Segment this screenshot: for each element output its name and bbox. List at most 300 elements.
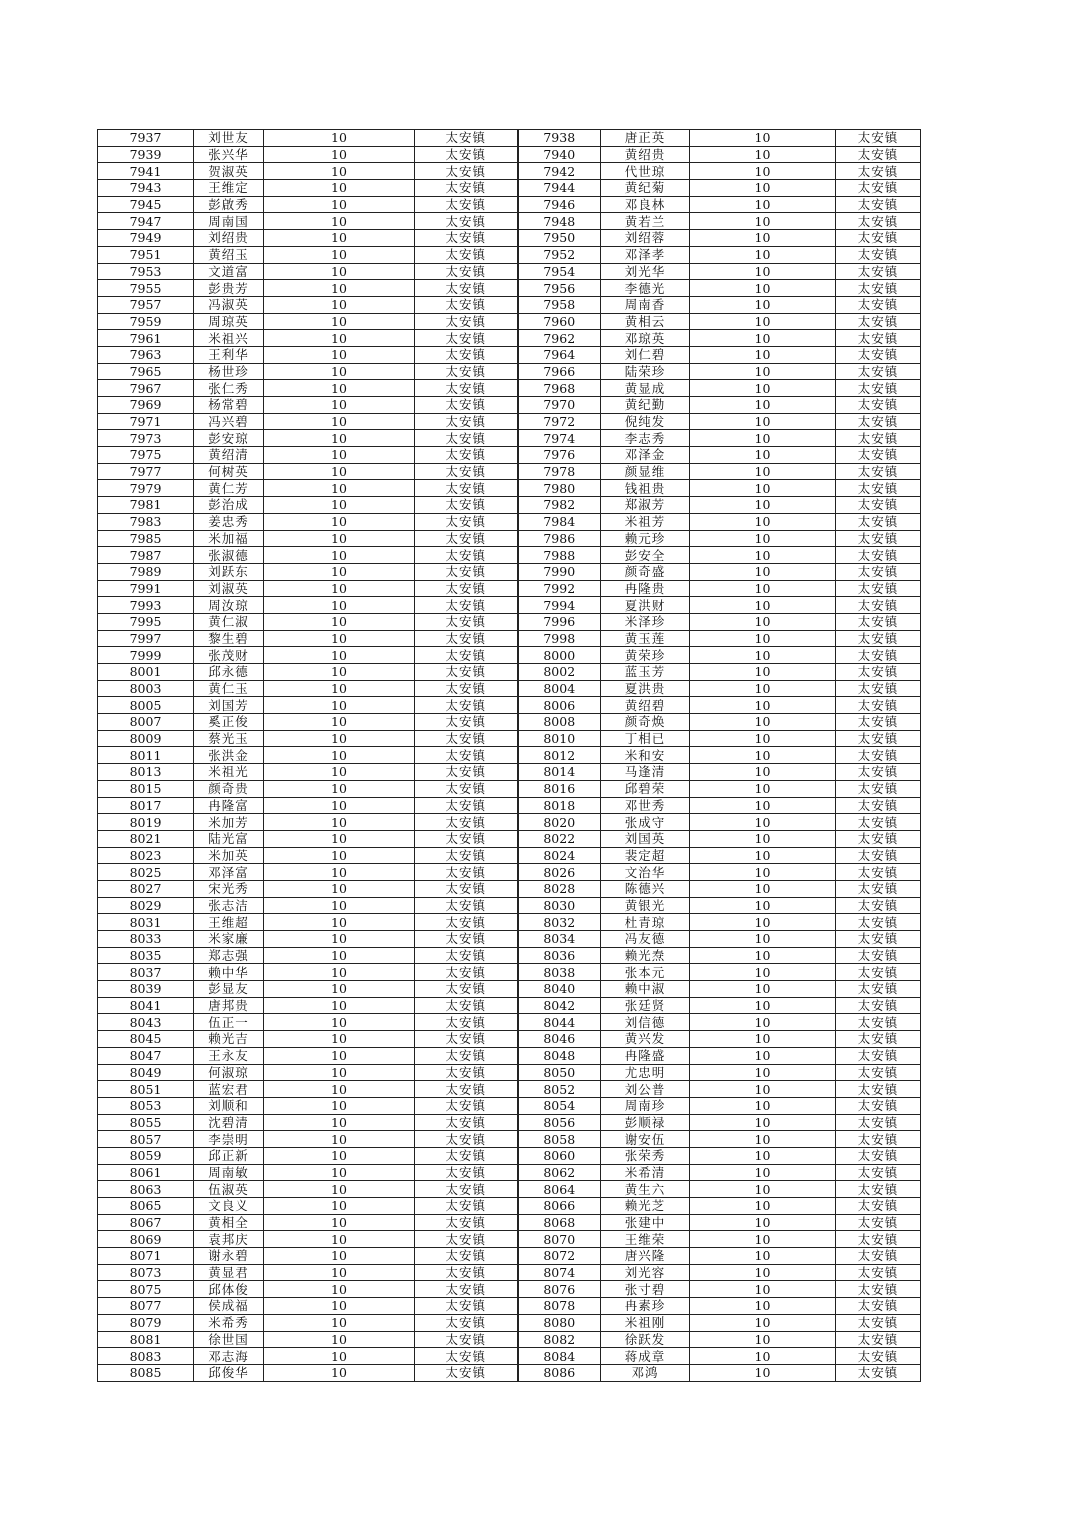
id-cell: 8032	[518, 914, 601, 931]
amount-cell: 10	[690, 380, 836, 397]
amount-cell: 10	[264, 480, 415, 497]
name-cell: 黄纪菊	[601, 180, 690, 197]
id-cell: 7969	[98, 397, 194, 414]
town-cell: 太安镇	[415, 146, 518, 163]
name-cell: 张本元	[601, 964, 690, 981]
amount-cell: 10	[264, 697, 415, 714]
town-cell: 太安镇	[415, 647, 518, 664]
name-cell: 杜青琼	[601, 914, 690, 931]
name-cell: 刘淑英	[194, 580, 264, 597]
name-cell: 张建中	[601, 1214, 690, 1231]
town-cell: 太安镇	[836, 530, 921, 547]
amount-cell: 10	[264, 580, 415, 597]
id-cell: 8038	[518, 964, 601, 981]
town-cell: 太安镇	[415, 914, 518, 931]
id-cell: 7987	[98, 547, 194, 564]
amount-cell: 10	[264, 1164, 415, 1181]
amount-cell: 10	[264, 163, 415, 180]
town-cell: 太安镇	[415, 1331, 518, 1348]
name-cell: 彭顺禄	[601, 1114, 690, 1131]
amount-cell: 10	[690, 1047, 836, 1064]
name-cell: 刘绍蓉	[601, 230, 690, 247]
name-cell: 刘仁碧	[601, 346, 690, 363]
name-cell: 米希清	[601, 1164, 690, 1181]
amount-cell: 10	[690, 130, 836, 147]
amount-cell: 10	[264, 1081, 415, 1098]
id-cell: 7997	[98, 630, 194, 647]
id-cell: 7999	[98, 647, 194, 664]
id-cell: 7948	[518, 213, 601, 230]
town-cell: 太安镇	[836, 964, 921, 981]
name-cell: 黄绍清	[194, 447, 264, 464]
town-cell: 太安镇	[415, 530, 518, 547]
name-cell: 邓志海	[194, 1348, 264, 1365]
amount-cell: 10	[264, 330, 415, 347]
amount-cell: 10	[264, 1181, 415, 1198]
id-cell: 7983	[98, 513, 194, 530]
table-row	[98, 830, 921, 847]
town-cell: 太安镇	[836, 630, 921, 647]
town-cell: 太安镇	[836, 1281, 921, 1298]
amount-cell: 10	[690, 230, 836, 247]
amount-cell: 10	[264, 1114, 415, 1131]
amount-cell: 10	[264, 447, 415, 464]
name-cell: 邓泽孝	[601, 246, 690, 263]
id-cell: 8062	[518, 1164, 601, 1181]
id-cell: 8009	[98, 730, 194, 747]
amount-cell: 10	[690, 1248, 836, 1265]
town-cell: 太安镇	[415, 163, 518, 180]
town-cell: 太安镇	[415, 363, 518, 380]
amount-cell: 10	[264, 263, 415, 280]
amount-cell: 10	[690, 213, 836, 230]
town-cell: 太安镇	[836, 1264, 921, 1281]
table-row	[98, 697, 921, 714]
id-cell: 7946	[518, 196, 601, 213]
name-cell: 袁邦庆	[194, 1231, 264, 1248]
name-cell: 刘信德	[601, 1014, 690, 1031]
id-cell: 7958	[518, 296, 601, 313]
name-cell: 周南国	[194, 213, 264, 230]
town-cell: 太安镇	[415, 296, 518, 313]
name-cell: 张寸碧	[601, 1281, 690, 1298]
table-row	[98, 880, 921, 897]
amount-cell: 10	[264, 1198, 415, 1215]
amount-cell: 10	[264, 380, 415, 397]
id-cell: 7951	[98, 246, 194, 263]
town-cell: 太安镇	[415, 563, 518, 580]
name-cell: 谢安伍	[601, 1131, 690, 1148]
name-cell: 张廷贤	[601, 997, 690, 1014]
amount-cell: 10	[264, 680, 415, 697]
table-row	[98, 680, 921, 697]
table-row	[98, 1364, 921, 1381]
name-cell: 蓝玉芳	[601, 664, 690, 681]
name-cell: 李志秀	[601, 430, 690, 447]
town-cell: 太安镇	[415, 580, 518, 597]
id-cell: 7965	[98, 363, 194, 380]
name-cell: 赖元珍	[601, 530, 690, 547]
name-cell: 王维荣	[601, 1231, 690, 1248]
town-cell: 太安镇	[415, 280, 518, 297]
table-row	[98, 647, 921, 664]
table-row	[98, 563, 921, 580]
amount-cell: 10	[690, 463, 836, 480]
amount-cell: 10	[690, 997, 836, 1014]
town-cell: 太安镇	[836, 397, 921, 414]
name-cell: 黎生碧	[194, 630, 264, 647]
roster-table-body	[98, 130, 921, 1382]
town-cell: 太安镇	[415, 413, 518, 430]
town-cell: 太安镇	[415, 513, 518, 530]
name-cell: 彭治成	[194, 497, 264, 514]
id-cell: 8008	[518, 714, 601, 731]
amount-cell: 10	[264, 1314, 415, 1331]
amount-cell: 10	[264, 230, 415, 247]
name-cell: 刘顺和	[194, 1097, 264, 1114]
town-cell: 太安镇	[415, 1264, 518, 1281]
amount-cell: 10	[690, 947, 836, 964]
town-cell: 太安镇	[415, 1164, 518, 1181]
table-row	[98, 1231, 921, 1248]
name-cell: 周琼英	[194, 313, 264, 330]
id-cell: 8084	[518, 1348, 601, 1365]
id-cell: 8079	[98, 1314, 194, 1331]
id-cell: 8005	[98, 697, 194, 714]
id-cell: 8058	[518, 1131, 601, 1148]
name-cell: 冉素珍	[601, 1298, 690, 1315]
name-cell: 刘绍贵	[194, 230, 264, 247]
table-row	[98, 1214, 921, 1231]
name-cell: 张志洁	[194, 897, 264, 914]
amount-cell: 10	[690, 1114, 836, 1131]
town-cell: 太安镇	[415, 1298, 518, 1315]
amount-cell: 10	[264, 547, 415, 564]
amount-cell: 10	[264, 280, 415, 297]
id-cell: 7975	[98, 447, 194, 464]
name-cell: 黄荣珍	[601, 647, 690, 664]
name-cell: 刘跃东	[194, 563, 264, 580]
name-cell: 侯成福	[194, 1298, 264, 1315]
id-cell: 7984	[518, 513, 601, 530]
name-cell: 米家廉	[194, 931, 264, 948]
id-cell: 8026	[518, 864, 601, 881]
town-cell: 太安镇	[836, 613, 921, 630]
id-cell: 8065	[98, 1198, 194, 1215]
table-row	[98, 864, 921, 881]
id-cell: 8080	[518, 1314, 601, 1331]
amount-cell: 10	[264, 981, 415, 998]
town-cell: 太安镇	[836, 1331, 921, 1348]
name-cell: 黄若兰	[601, 213, 690, 230]
name-cell: 冉隆富	[194, 797, 264, 814]
town-cell: 太安镇	[415, 480, 518, 497]
town-cell: 太安镇	[415, 981, 518, 998]
id-cell: 8000	[518, 647, 601, 664]
amount-cell: 10	[690, 1181, 836, 1198]
name-cell: 米加福	[194, 530, 264, 547]
id-cell: 8049	[98, 1064, 194, 1081]
town-cell: 太安镇	[836, 814, 921, 831]
id-cell: 7991	[98, 580, 194, 597]
town-cell: 太安镇	[836, 380, 921, 397]
name-cell: 丁相已	[601, 730, 690, 747]
town-cell: 太安镇	[415, 130, 518, 147]
amount-cell: 10	[264, 1281, 415, 1298]
name-cell: 王永友	[194, 1047, 264, 1064]
id-cell: 8051	[98, 1081, 194, 1098]
id-cell: 8020	[518, 814, 601, 831]
name-cell: 彭显友	[194, 981, 264, 998]
town-cell: 太安镇	[415, 730, 518, 747]
name-cell: 邓良林	[601, 196, 690, 213]
name-cell: 邓琼英	[601, 330, 690, 347]
town-cell: 太安镇	[415, 1198, 518, 1215]
town-cell: 太安镇	[836, 1298, 921, 1315]
table-row	[98, 1181, 921, 1198]
id-cell: 8075	[98, 1281, 194, 1298]
town-cell: 太安镇	[415, 814, 518, 831]
id-cell: 7976	[518, 447, 601, 464]
id-cell: 8040	[518, 981, 601, 998]
amount-cell: 10	[690, 180, 836, 197]
name-cell: 周南珍	[601, 1097, 690, 1114]
id-cell: 8016	[518, 780, 601, 797]
id-cell: 8076	[518, 1281, 601, 1298]
town-cell: 太安镇	[836, 296, 921, 313]
town-cell: 太安镇	[836, 513, 921, 530]
amount-cell: 10	[690, 864, 836, 881]
name-cell: 颜显维	[601, 463, 690, 480]
name-cell: 陆光富	[194, 830, 264, 847]
table-row	[98, 1114, 921, 1131]
id-cell: 8037	[98, 964, 194, 981]
name-cell: 邱碧荣	[601, 780, 690, 797]
table-row	[98, 1314, 921, 1331]
town-cell: 太安镇	[415, 714, 518, 731]
id-cell: 7990	[518, 563, 601, 580]
table-row	[98, 463, 921, 480]
id-cell: 7962	[518, 330, 601, 347]
id-cell: 8007	[98, 714, 194, 731]
amount-cell: 10	[690, 480, 836, 497]
id-cell: 7945	[98, 196, 194, 213]
table-row	[98, 914, 921, 931]
id-cell: 8013	[98, 764, 194, 781]
name-cell: 文治华	[601, 864, 690, 881]
amount-cell: 10	[264, 413, 415, 430]
id-cell: 8055	[98, 1114, 194, 1131]
name-cell: 黄显成	[601, 380, 690, 397]
amount-cell: 10	[264, 1031, 415, 1048]
amount-cell: 10	[264, 1298, 415, 1315]
amount-cell: 10	[690, 880, 836, 897]
id-cell: 8061	[98, 1164, 194, 1181]
amount-cell: 10	[690, 547, 836, 564]
table-row	[98, 1264, 921, 1281]
amount-cell: 10	[264, 246, 415, 263]
town-cell: 太安镇	[836, 280, 921, 297]
id-cell: 8015	[98, 780, 194, 797]
id-cell: 8025	[98, 864, 194, 881]
table-row	[98, 1064, 921, 1081]
id-cell: 7964	[518, 346, 601, 363]
table-row	[98, 580, 921, 597]
id-cell: 8067	[98, 1214, 194, 1231]
id-cell: 7985	[98, 530, 194, 547]
id-cell: 7978	[518, 463, 601, 480]
roster-table	[97, 129, 921, 1382]
id-cell: 8035	[98, 947, 194, 964]
name-cell: 黄仁玉	[194, 680, 264, 697]
town-cell: 太安镇	[836, 430, 921, 447]
id-cell: 8004	[518, 680, 601, 697]
town-cell: 太安镇	[836, 1198, 921, 1215]
amount-cell: 10	[690, 1331, 836, 1348]
id-cell: 7938	[518, 130, 601, 147]
name-cell: 米泽珍	[601, 613, 690, 630]
name-cell: 黄玉莲	[601, 630, 690, 647]
name-cell: 刘国芳	[194, 697, 264, 714]
id-cell: 7967	[98, 380, 194, 397]
name-cell: 夏洪财	[601, 597, 690, 614]
name-cell: 米希秀	[194, 1314, 264, 1331]
name-cell: 沈碧清	[194, 1114, 264, 1131]
amount-cell: 10	[264, 130, 415, 147]
town-cell: 太安镇	[836, 230, 921, 247]
amount-cell: 10	[690, 430, 836, 447]
name-cell: 刘公普	[601, 1081, 690, 1098]
amount-cell: 10	[690, 163, 836, 180]
amount-cell: 10	[264, 563, 415, 580]
id-cell: 7981	[98, 497, 194, 514]
id-cell: 7956	[518, 280, 601, 297]
name-cell: 刘光容	[601, 1264, 690, 1281]
name-cell: 文道富	[194, 263, 264, 280]
table-row	[98, 1198, 921, 1215]
amount-cell: 10	[264, 397, 415, 414]
id-cell: 8060	[518, 1147, 601, 1164]
name-cell: 颜奇盛	[601, 563, 690, 580]
name-cell: 徐跃发	[601, 1331, 690, 1348]
town-cell: 太安镇	[836, 580, 921, 597]
id-cell: 7949	[98, 230, 194, 247]
town-cell: 太安镇	[836, 1081, 921, 1098]
amount-cell: 10	[264, 914, 415, 931]
table-row	[98, 246, 921, 263]
town-cell: 太安镇	[836, 830, 921, 847]
name-cell: 彭安全	[601, 547, 690, 564]
table-row	[98, 664, 921, 681]
name-cell: 郑志强	[194, 947, 264, 964]
town-cell: 太安镇	[836, 947, 921, 964]
id-cell: 8024	[518, 847, 601, 864]
name-cell: 黄仁芳	[194, 480, 264, 497]
town-cell: 太安镇	[836, 313, 921, 330]
table-row	[98, 1164, 921, 1181]
amount-cell: 10	[690, 397, 836, 414]
name-cell: 张荣秀	[601, 1147, 690, 1164]
name-cell: 冯淑英	[194, 296, 264, 313]
name-cell: 黄绍玉	[194, 246, 264, 263]
town-cell: 太安镇	[836, 764, 921, 781]
table-row	[98, 513, 921, 530]
id-cell: 8019	[98, 814, 194, 831]
table-row	[98, 1097, 921, 1114]
name-cell: 刘国英	[601, 830, 690, 847]
table-row	[98, 1281, 921, 1298]
town-cell: 太安镇	[415, 1131, 518, 1148]
town-cell: 太安镇	[415, 1348, 518, 1365]
amount-cell: 10	[264, 664, 415, 681]
name-cell: 邱体俊	[194, 1281, 264, 1298]
town-cell: 太安镇	[836, 497, 921, 514]
id-cell: 8074	[518, 1264, 601, 1281]
id-cell: 7960	[518, 313, 601, 330]
table-row	[98, 363, 921, 380]
id-cell: 8018	[518, 797, 601, 814]
town-cell: 太安镇	[415, 680, 518, 697]
table-row	[98, 196, 921, 213]
town-cell: 太安镇	[836, 1231, 921, 1248]
name-cell: 代世琼	[601, 163, 690, 180]
name-cell: 赖中华	[194, 964, 264, 981]
table-row	[98, 597, 921, 614]
id-cell: 8048	[518, 1047, 601, 1064]
amount-cell: 10	[690, 797, 836, 814]
name-cell: 马逢清	[601, 764, 690, 781]
amount-cell: 10	[690, 196, 836, 213]
id-cell: 8044	[518, 1014, 601, 1031]
amount-cell: 10	[264, 1047, 415, 1064]
id-cell: 7989	[98, 563, 194, 580]
table-row	[98, 1331, 921, 1348]
id-cell: 7992	[518, 580, 601, 597]
id-cell: 8039	[98, 981, 194, 998]
town-cell: 太安镇	[415, 447, 518, 464]
town-cell: 太安镇	[836, 263, 921, 280]
id-cell: 7966	[518, 363, 601, 380]
id-cell: 7993	[98, 597, 194, 614]
town-cell: 太安镇	[415, 346, 518, 363]
amount-cell: 10	[690, 830, 836, 847]
town-cell: 太安镇	[415, 697, 518, 714]
id-cell: 8046	[518, 1031, 601, 1048]
id-cell: 8064	[518, 1181, 601, 1198]
amount-cell: 10	[690, 563, 836, 580]
amount-cell: 10	[264, 1348, 415, 1365]
amount-cell: 10	[264, 1014, 415, 1031]
name-cell: 彭贵芳	[194, 280, 264, 297]
table-row	[98, 1014, 921, 1031]
town-cell: 太安镇	[836, 196, 921, 213]
id-cell: 8054	[518, 1097, 601, 1114]
id-cell: 7970	[518, 397, 601, 414]
table-row	[98, 764, 921, 781]
table-row	[98, 480, 921, 497]
name-cell: 贺淑英	[194, 163, 264, 180]
amount-cell: 10	[690, 697, 836, 714]
town-cell: 太安镇	[836, 130, 921, 147]
table-row	[98, 130, 921, 147]
name-cell: 赖光吉	[194, 1031, 264, 1048]
table-row	[98, 447, 921, 464]
town-cell: 太安镇	[415, 847, 518, 864]
table-row	[98, 613, 921, 630]
town-cell: 太安镇	[836, 981, 921, 998]
name-cell: 裴定超	[601, 847, 690, 864]
id-cell: 7952	[518, 246, 601, 263]
